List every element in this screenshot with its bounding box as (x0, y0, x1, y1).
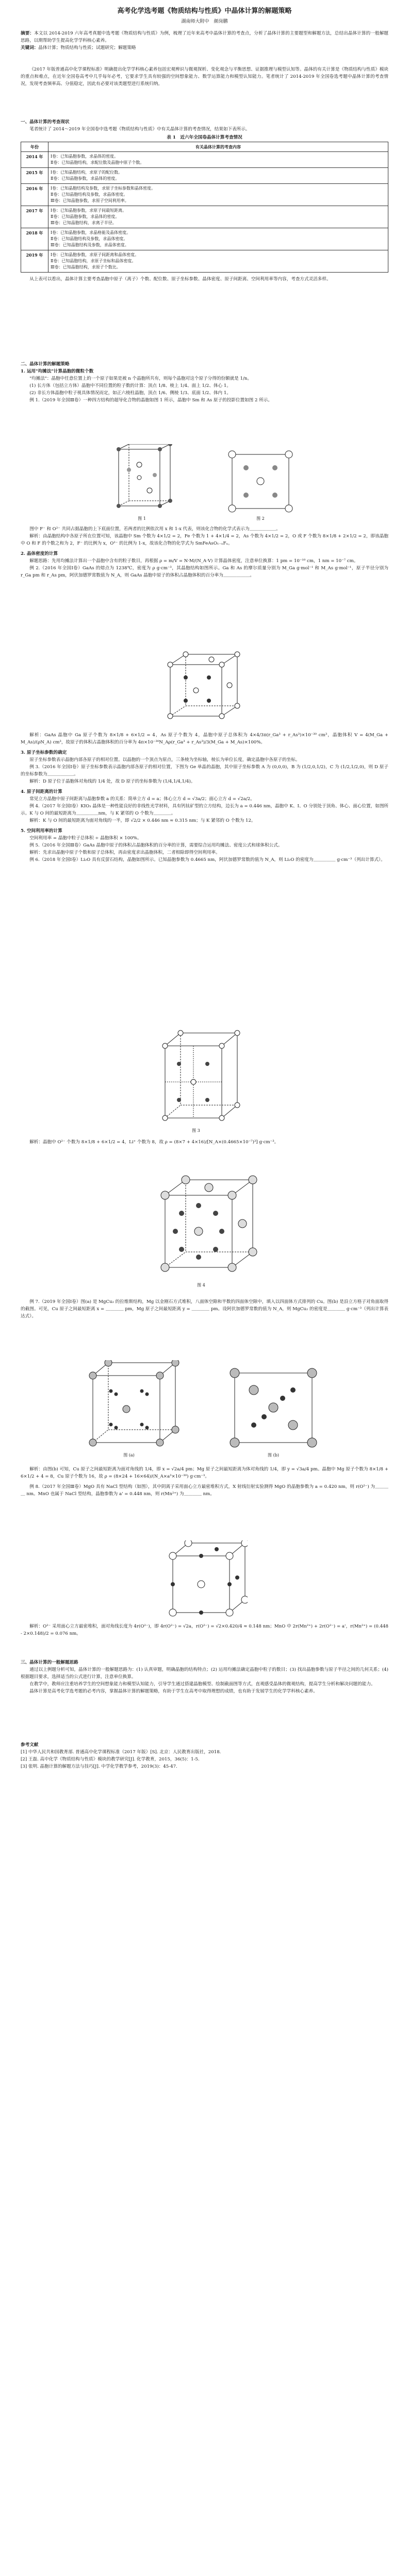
section-2-part-3 (21, 732, 388, 863)
example-4-answer: 解析：K 与 O 间的最短距离为面对角线的一半，即 √2/2 × 0.446 nm ≈ 0.315 nm；与 K 紧邻的 O 个数为 12。 (29, 818, 256, 823)
subsection-3-title: 3. 原子坐标参数的确定 (21, 750, 67, 755)
example-2: 例 2.（2016 年全国Ⅰ卷）GaAs 的熔点为 1238℃，密度为 ρ g·cm⁻³，其晶胞结构如图所示。Ga 和 As 的摩尔质量分别为 M_Ga g·mol⁻¹ 和 M_As g·mol⁻¹，原子半径分别为 r_Ga pm 和 r_As pm，阿伏加德罗常数值为 N_A，则 GaAs 晶胞中原子的体积占晶胞体积的百分率为＿＿＿＿＿＿。 (21, 566, 388, 578)
section-2-part-6 (21, 1466, 388, 1498)
table-item: Ⅱ卷：已知晶胞结构，求配位数及晶胞中原子个数。 (51, 160, 144, 165)
table-row (21, 184, 388, 206)
figure-2 (222, 449, 299, 521)
author-line: 湖南师大附中 颜岗鹏 (181, 19, 228, 24)
table-row (21, 206, 388, 228)
subsection-4-text: 常见立方晶胞中原子间距离与晶胞参数 a 的关系：简单立方 d = a；体心立方 d = √3a/2；面心立方 d = √2a/2。 (29, 796, 255, 802)
subsection-4-title: 4. 原子间距离的计算 (21, 789, 62, 794)
example-3-answer: 解析：D 原子位于晶胞体对角线的 1/4 处，故 D 原子的坐标参数为 (1/4,1/4,1/4)。 (29, 779, 195, 784)
table-item: Ⅰ卷：已知晶胞参数，求原子间最短距离。 (51, 208, 127, 213)
table-item: Ⅲ卷：已知晶胞结构，求原子个数比。 (51, 265, 121, 269)
figure-gaas-cell (155, 649, 253, 726)
keywords-label: 关键词： (21, 45, 39, 50)
table-item: Ⅱ卷：已知晶胞参数，求晶体的密度。 (51, 176, 120, 181)
table-item: Ⅱ卷：已知晶胞参数，求晶体的密度。 (51, 214, 120, 219)
table-cell-content (48, 184, 388, 206)
references (21, 1741, 388, 1770)
section-2-part-4 (21, 1139, 388, 1146)
section-1-text: 笔者统计了 2014～2019 年全国卷中选考题《物质结构与性质》中有关晶体计算的考查情况，结果如下表所示。 (29, 127, 250, 132)
figure-a-diagram (77, 1360, 181, 1450)
figure-4-caption: 图 4 (197, 1283, 205, 1287)
section-2-part-7 (21, 1623, 388, 1637)
subsection-1-list-1: (1) 长方体（包括立方体）晶胞中不同位置的粒子数的计算：顶点 1/8、棱上 1/4、面上 1/2、体心 1。 (29, 383, 231, 388)
example-6: 例 6.（2018 年全国Ⅰ卷）Li₂O 具有反萤石结构，晶胞如图所示。已知晶胞参数为 0.4665 nm，阿伏加德罗常数的值为 N_A，则 Li₂O 的密度为＿＿＿＿＿ g·cm⁻³（列出计算式）。 (29, 857, 385, 862)
subsection-1-text: "均摊法"：晶胞中任意位置上的一个原子如果是被 n 个晶胞所共有，则每个晶胞对这个原子分得的份额就是 1/n。 (29, 376, 252, 381)
subsection-2-title: 2. 晶体密度的计算 (21, 551, 58, 556)
example-5-answer: 解析：先求出晶胞中原子个数和原子总体积，再由密度求出晶胞体积，二者相除即得空间利用率。 (29, 850, 220, 855)
table-item: Ⅲ卷：已知晶胞结构，求离子半径。 (51, 221, 117, 225)
table-cell-content (48, 206, 388, 228)
subsection-5-text: 空间利用率 = 晶胞中粒子总体积 ÷ 晶胞体积 × 100%。 (29, 836, 142, 841)
section-3-text-3: 晶体计算是高考化学选考题的必考内容，掌握晶体计算的解题策略，有助于学生在高考中取得理想的成绩，也有助于发展学生的化学学科核心素养。 (29, 1689, 318, 1694)
table-item: Ⅰ卷：已知晶胞参数，求晶体的密度。 (51, 154, 119, 159)
example-4: 例 4.（2017 年全国Ⅰ卷）KIO₃ 晶体是一种性能良好的非线性光学材料，具有钙钛矿型的立方结构，边长为 a = 0.446 nm，晶胞中 K、I、O 分别处于顶角、体心、面心位置，如图所示。K 与 O 间的最短距离为＿＿＿＿＿nm，与 K 紧邻的 O 个数为＿＿＿＿。 (21, 804, 389, 816)
figure-3-diagram (144, 1025, 248, 1126)
table-item: Ⅲ卷：已知晶胞结构及参数，求晶体密度。 (51, 243, 129, 247)
example-1-continued: 图中 F⁻ 和 O²⁻ 共同占据晶胞的上下底面位置，若两者的比例依次用 x 和 1-x 代表，则该化合物的化学式表示为＿＿＿＿＿＿。 (29, 527, 281, 532)
figure-a-caption: 图 (a) (123, 1453, 135, 1458)
references-title: 参考文献 (21, 1742, 39, 1748)
keywords-text: 晶体计算；物质结构与性质；试题研究；解题策略 (38, 45, 136, 50)
table-item: Ⅱ卷：已知晶胞结构及参数，求晶体密度。 (51, 192, 128, 197)
section-2-part-5 (21, 1298, 388, 1320)
table-item: Ⅰ卷：已知晶胞结构，求原子的配位数。 (51, 170, 123, 175)
section-2-part-2 (21, 526, 388, 579)
table-cell-year: 2017 年 (21, 206, 48, 228)
figure-b-caption: 图 (b) (268, 1453, 279, 1458)
references-list (21, 1749, 388, 1770)
table-cell-content (48, 168, 388, 184)
section-1 (21, 118, 388, 283)
table-row (21, 250, 388, 273)
example-1-answer: 解析：由晶胞结构中各原子所在位置可知，该晶胞中 Sm 个数为 4×1/2 = 2，Fe 个数为 1 + 4×1/4 = 2，As 个数为 4×1/2 = 2，O 或 F 个数为 8×1/8 + 2×1/2 = 2，即该晶胞中 O 和 F 的个数之和为 2，F⁻ 的比例为 x，O²⁻ 的比例为 1-x，故该化合物的化学式为 SmFeAsO₁₋ₓFₓ。 (21, 534, 388, 546)
example-8-answer: 解析：O²⁻ 采用面心立方最密堆积，面对角线长度为 4r(O²⁻)，即 4r(O²⁻) = √2a，r(O²⁻) = √2×0.420/4 ≈ 0.148 nm；MnO 中 2r(Mn²⁺) + 2r(O²⁻) = a'，r(Mn²⁺) = (0.448 - 2×0.148)/2 = 0.076 nm。 (21, 1624, 388, 1636)
section-3 (21, 1659, 388, 1695)
section-2-title: 二、晶体计算的解题策略 (21, 362, 70, 367)
subsection-1-list-2: (2) 非长方体晶胞中粒子视具体情况而定，如正六棱柱晶胞，顶点 1/6、侧棱 1/3、底面 1/2、体内 1。 (29, 391, 231, 396)
table-row (21, 168, 388, 184)
section-1-title: 一、晶体计算的考查现状 (21, 120, 70, 125)
figure-4 (134, 1175, 268, 1288)
section-3-text-1: 通过以上例题分析可知，晶体计算的一般解题思路为：(1) 认真审题，明确晶胞的结构特点；(2) 运用均摊法确定晶胞中粒子的数目；(3) 找出晶胞参数与原子半径之间的几何关系；(4) 根据题目要求，选择适当的公式进行计算，注意单位换算。 (21, 1667, 388, 1680)
figure-1-caption: 图 1 (138, 516, 146, 521)
reference-item: [2] 王磊. 高中化学《物质结构与性质》模块的教学研究[J]. 化学教育，2015，36(5)：1-5. (21, 1757, 200, 1762)
section-3-text-2: 在教学中，教师应注重培养学生的空间想象能力和模型认知能力，引导学生通过搭建晶胞模型、绘制截面图等方式，直观感受晶体的微观结构，提高学生分析和解决问题的能力。 (29, 1682, 375, 1687)
figure-4-diagram (134, 1175, 268, 1280)
abstract-label: 摘要： (21, 31, 35, 36)
subsection-3-text: 原子坐标参数表示晶胞内部各原子的相对位置。以晶胞的一个顶点为原点，三条棱为坐标轴，棱长为单位长度，确定晶胞中各原子的坐标。 (29, 757, 300, 762)
section-3-title: 三、晶体计算的一般解题思路 (21, 1660, 78, 1665)
table-cell-content (48, 228, 388, 250)
example-8: 例 8.（2017 年全国Ⅲ卷）MgO 具有 NaCl 型结构（如图），其中阴离子采用面心立方最密堆积方式，X 射线衍射实验测得 MgO 的晶胞参数为 a = 0.420 nm，则 r(O²⁻) 为＿＿＿＿ nm。MnO 也属于 NaCl 型结构，晶胞参数为 a' = 0.448 nm，则 r(Mn²⁺) 为＿＿＿＿ nm。 (21, 1484, 388, 1497)
table-cell-year: 2014 年 (21, 152, 48, 168)
table-cell-content (48, 152, 388, 168)
reference-item: [1] 中华人民共和国教育部. 普通高中化学课程标准（2017 年版）[S]. 北京：人民教育出版社，2018. (21, 1750, 221, 1755)
table-item: Ⅰ卷：已知晶胞参数，求晶格能及晶体密度。 (51, 230, 131, 235)
table-item: Ⅱ卷：已知晶胞结构及参数，求晶体密度。 (51, 236, 128, 241)
table-cell-year: 2016 年 (21, 184, 48, 206)
example-7: 例 7.（2019 年全国Ⅰ卷）图(a) 是 MgCu₂ 的拉维斯结构，Mg 以金刚石方式堆积，八面体空隙和半数的四面体空隙中，填入以四面体方式排列的 Cu。图(b) 是沿立方格子对角面取得的截图。可见，Cu 原子之间最短距离 x = ＿＿＿＿ pm，Mg 原子之间最短距离 y = ＿＿＿＿ pm。设阿伏加德罗常数的值为 N_A，则 MgCu₂ 的密度是＿＿＿＿ g·cm⁻³（列出计算表达式）。 (21, 1299, 388, 1319)
figure-1-diagram (98, 444, 186, 514)
intro-paragraph: 《2017 年版普通高中化学课程标准》明确提出化学学科核心素养包括宏观辨识与微观探析、变化观念与平衡思想、证据推理与模型认知等。晶体的有关计算是《物质结构与性质》模块的重点和难点，在近年全国卷高考中几乎每年必考，它要求学生具有较强的空间想象能力、数学运算能力和模型认知能力。笔者统计了 2014-2019 年全国卷选考题中晶体计算的考查情况，发现考查频率高、分值稳定，因此有必要对该类题型进行系统归纳。 (21, 67, 388, 87)
section-1-summary: 从上表可以看出，晶体计算主要考查晶胞中原子（离子）个数、配位数、原子坐标参数、晶体密度、原子间距离、空间利用率等内容，考查方式灵活多样。 (29, 277, 331, 282)
figure-2-caption: 图 2 (256, 516, 265, 521)
example-2-answer: 解析：GaAs 晶胞中 Ga 原子个数为 8×1/8 + 6×1/2 = 4，As 原子个数为 4，晶胞中原子总体积为 4×4/3π(r_Ga³ + r_As³)×10⁻³⁰ cm³，晶胞体积 V = 4(M_Ga + M_As)/(ρN_A) cm³，故原子的体积占晶胞体积的百分率为 4π×10⁻³⁰N_Aρ(r_Ga³ + r_As³)/3(M_Ga + M_As)×100%。 (21, 733, 388, 745)
reference-item: [3] 张明. 晶胞计算的解题方法与技巧[J]. 中学化学教学参考，2019(3)：45-47. (21, 1764, 177, 1769)
nacl-diagram (160, 1540, 248, 1618)
example-5: 例 5.（2016 年全国Ⅲ卷）GaAs 晶胞中原子的体积占晶胞体积的百分率的计算，需要综合运用均摊法、密度公式和球体积公式。 (29, 843, 283, 848)
abstract-text: 本文以 2014-2019 六年高考真题中选考题《物质结构与性质》为例，梳理了近年来高考中晶体计算的考查点，分析了晶体计算的主要题型和解题方法，总结出晶体计算的一般解题思路，以期帮助学生提高化学学科核心素养。 (21, 31, 388, 43)
table-item: Ⅱ卷：已知晶胞结构，求原子坐标和晶体密度。 (51, 259, 136, 263)
table-cell-year: 2019 年 (21, 250, 48, 273)
figure-3 (144, 1025, 248, 1133)
table-cell-year: 2018 年 (21, 228, 48, 250)
figure-1 (98, 444, 186, 521)
table-item: Ⅲ卷：已知晶胞参数，求原子空间利用率。 (51, 198, 129, 203)
example-7-answer: 解析：由图(b) 可知，Cu 原子之间最短距离为面对角线的 1/4，即 x = √2a/4 pm；Mg 原子之间最短距离为体对角线的 1/4，即 y = √3a/4 pm。晶胞中 Mg 原子个数为 8×1/8 + 6×1/2 + 4 = 8，Cu 原子个数为 16，故 ρ = (8×24 + 16×64)/(N_A×a³×10⁻³⁰) g·cm⁻³。 (21, 1467, 388, 1479)
intro-block (21, 66, 388, 88)
figure-b-diagram (227, 1365, 320, 1450)
gaas-cell-diagram (155, 649, 253, 726)
subsection-2-text: 解题思路：先用均摊法计算出一个晶胞中含有的粒子数目，再根据 ρ = m/V = N·M/(N_A·V) 计算晶体密度，注意单位换算：1 pm = 10⁻¹⁰ cm，1 nm = 10⁻⁷ cm。 (29, 558, 358, 564)
document-title: 高考化学选考题《物质结构与性质》中晶体计算的解题策略 (117, 7, 292, 15)
table-header-year: 年份 (21, 142, 48, 152)
figure-a (77, 1360, 181, 1458)
table-title: 表 1 近六年全国卷晶体计算考查情况 (167, 135, 242, 140)
figure-nacl (160, 1540, 248, 1618)
subsection-1-title: 1. 运用"均摊法"计算晶胞的微粒个数 (21, 369, 94, 374)
table-row (21, 228, 388, 250)
table-cell-content (48, 250, 388, 273)
table-row (21, 152, 388, 168)
abstract-block (21, 30, 388, 52)
table-cell-year: 2015 年 (21, 168, 48, 184)
figure-b (227, 1365, 320, 1458)
example-1: 例 1.（2019 年全国Ⅲ卷）一种四方结构的超导化合物的晶胞如图 1 所示，晶胞中 Sm 和 As 原子的投影位置如图 2 所示。 (29, 398, 272, 403)
figure-2-diagram (222, 449, 299, 514)
table-header-content: 有关晶体计算的考查内容 (48, 142, 388, 152)
example-6-answer: 解析：晶胞中 O²⁻ 个数为 8×1/8 + 6×1/2 = 4，Li⁺ 个数为 8，故 ρ = (8×7 + 4×16)/[N_A×(0.4665×10⁻⁷)³] g·cm⁻³。 (29, 1140, 279, 1145)
figure-3-caption: 图 3 (192, 1128, 200, 1133)
example-3: 例 3.（2016 年全国Ⅰ卷）原子坐标参数表示晶胞内部各原子的相对位置，下图为 Ge 单晶的晶胞，其中原子坐标参数 A 为 (0,0,0)，B 为 (1/2,0,1/2)，C 为 (1/2,1/2,0)，则 D 原子的坐标参数为＿＿＿＿＿＿。 (21, 765, 388, 777)
exam-table (21, 142, 388, 273)
section-2 (21, 361, 388, 404)
table-item: Ⅰ卷：已知晶胞结构及参数，求原子坐标参数和晶体密度。 (51, 186, 156, 191)
table-item: Ⅰ卷：已知晶胞参数，求原子间距离和晶体密度。 (51, 252, 139, 257)
subsection-5-title: 5. 空间利用率的计算 (21, 828, 62, 834)
